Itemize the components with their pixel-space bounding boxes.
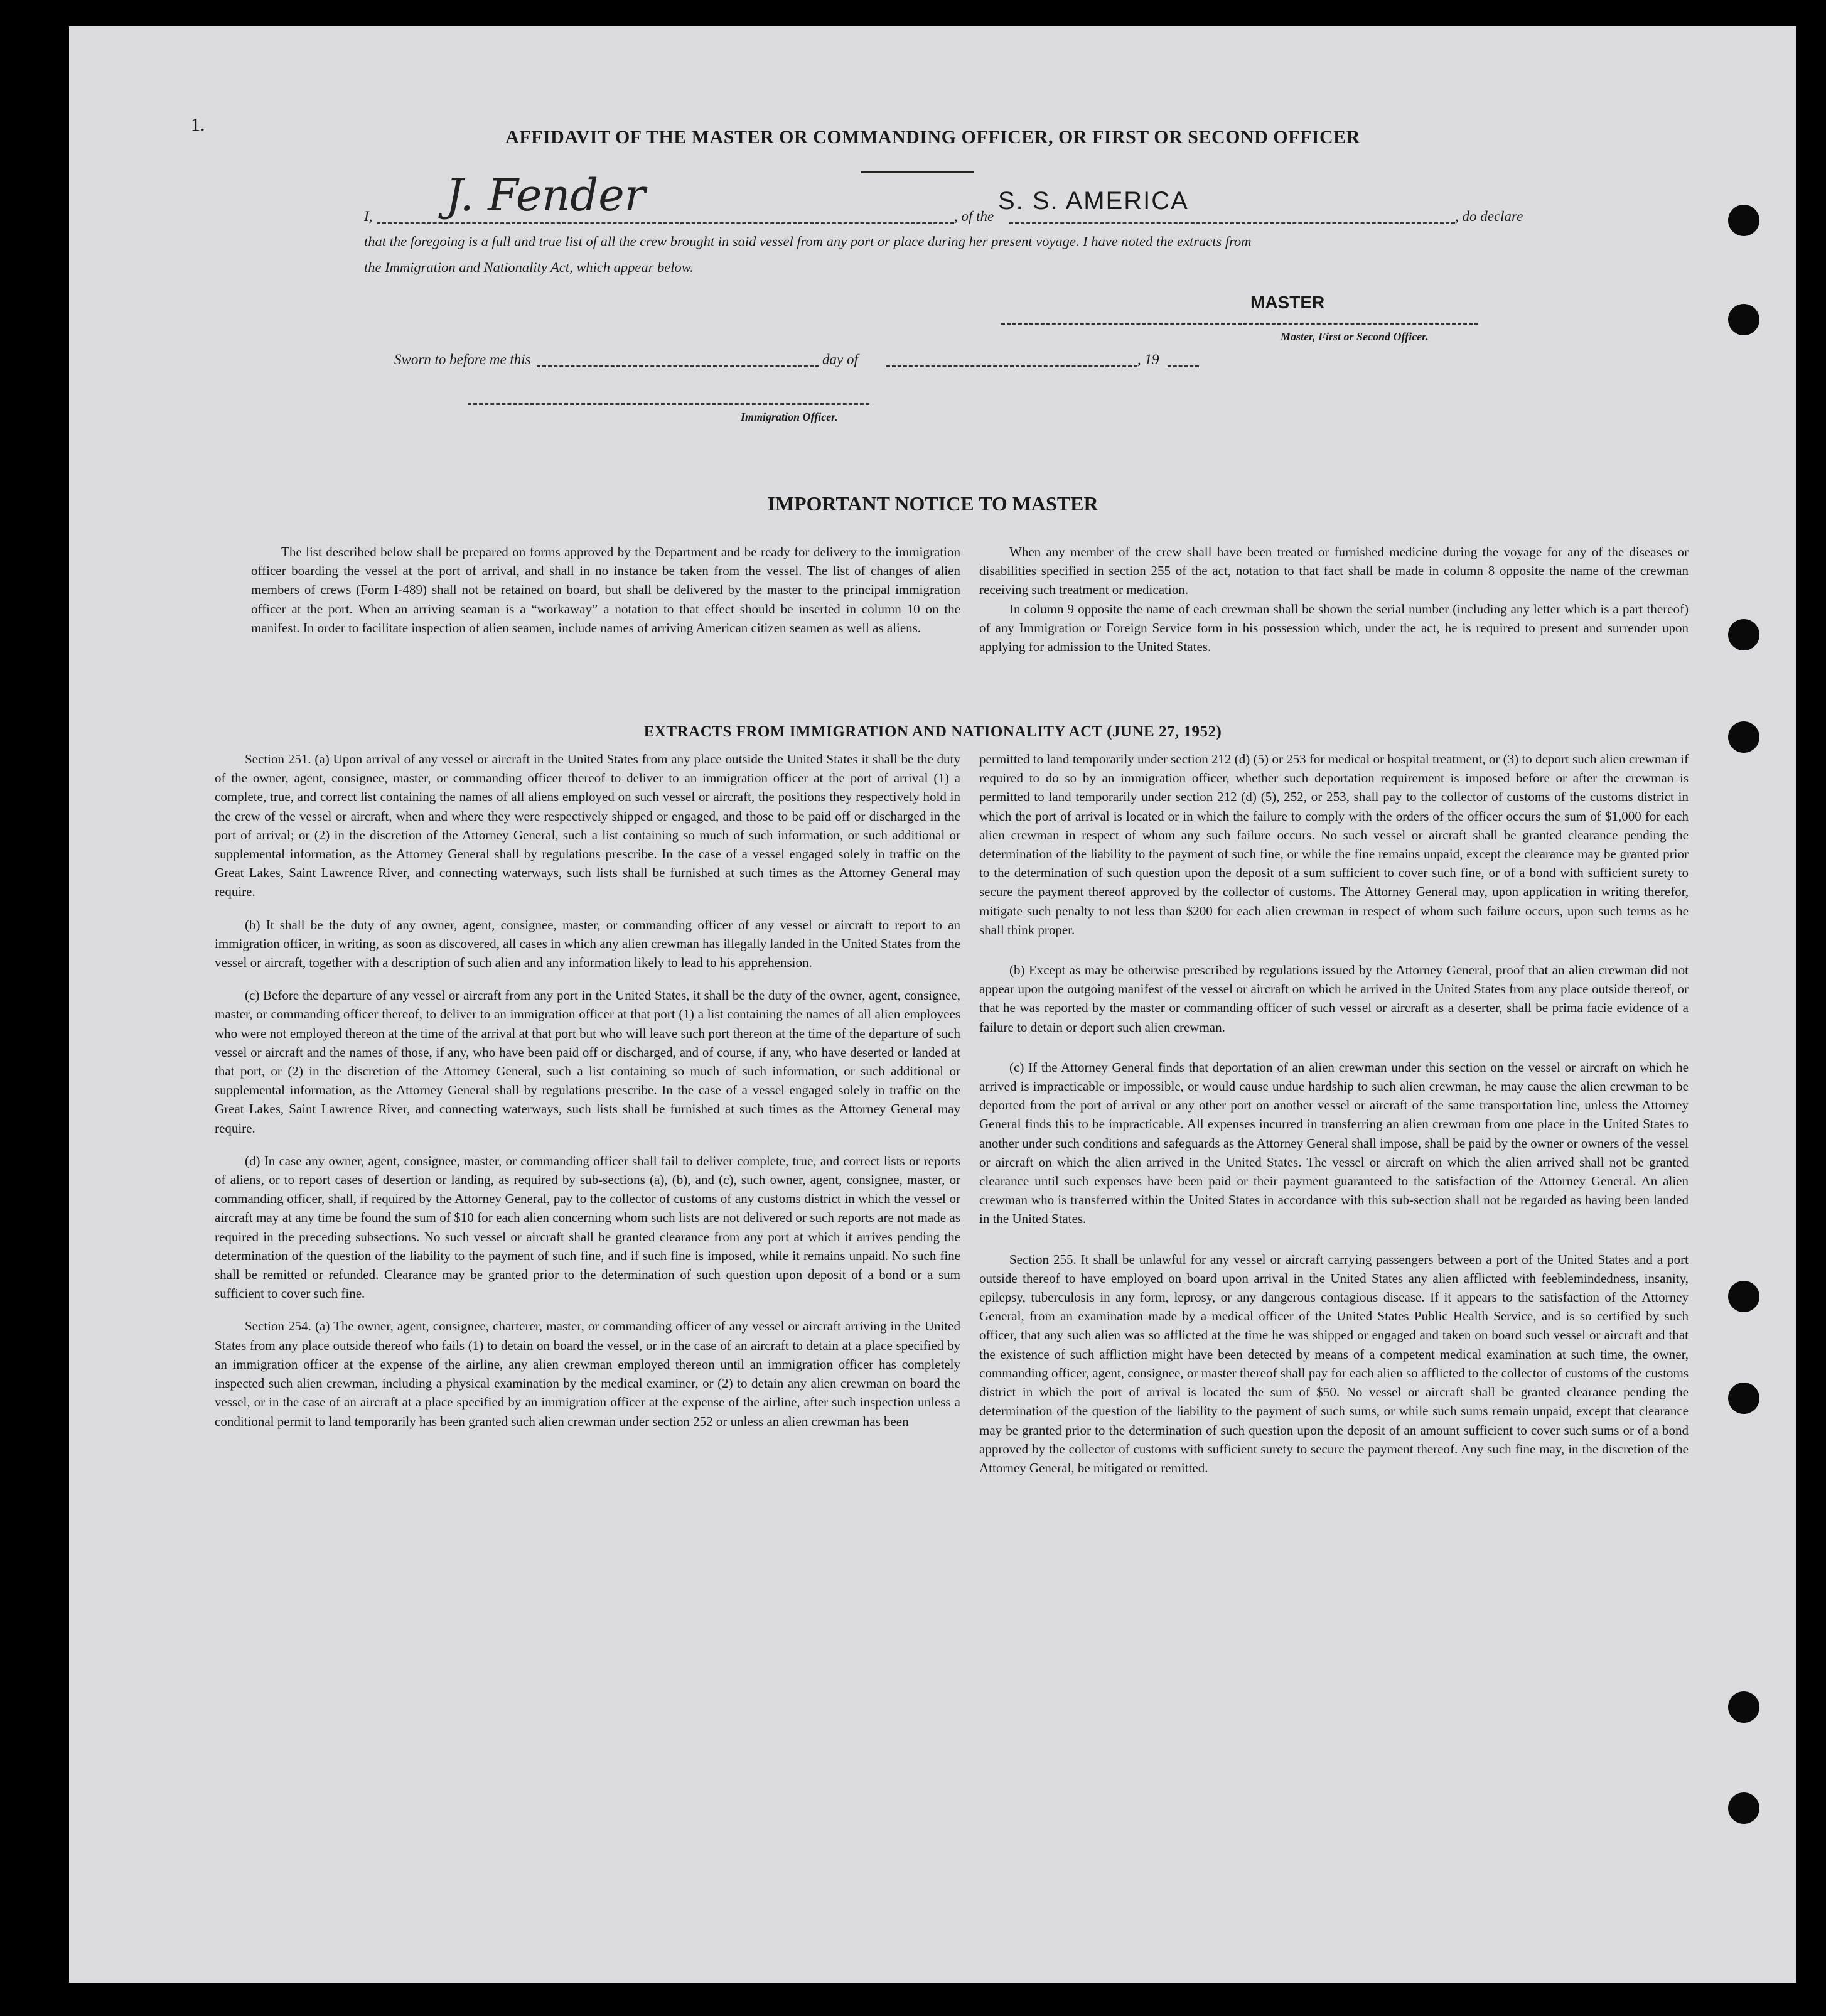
vessel-line bbox=[1009, 222, 1455, 224]
extract-paragraph: (c) Before the departure of any vessel or aircraft from any port in the United States, it shall be the duty of the owner, agent, consignee, master, or commanding officer thereof, to deliver to an immigration officer at that port (1) a list containing the names of all alien employees who were not employed thereon at the time of the arrival at that port but who will leave such port thereon at the time of the departure of such vessel or aircraft and the names of those, if any, who have been paid off or discharged, and of course, if any, who have deserted or landed at that port, or (2) in the discretion of the Attorney General, such a list containing so much of such information, or such additional or supplemental information, as the Attorney General shall by regulations prescribe. In the case of a vessel engaged solely in traffic on the Great Lakes, Saint Lawrence River, and connecting waterways, such lists shall be furnished at such times as the Attorney General may require. bbox=[215, 988, 960, 1136]
notice-right-column bbox=[979, 542, 1689, 670]
sworn-month-line bbox=[886, 365, 1137, 367]
master-signature: J. Fender bbox=[446, 170, 646, 221]
extract-paragraph: permitted to land temporarily under section 212 (d) (5) or 253 for medical or hospital treatment, or (3) to deport such alien crewman if required to do so by an immigration officer, whether such deportation requirement is imposed before or after the crewman is permitted to land temporarily under section 212 (d) (5), 252, or 253, shall pay to the collector of customs of the customs district in which the port of arrival is located or in which the failure to comply with the orders of the officer occurs the sum of $1,000 for each alien crewman in respect of whom any such failure occurs. No such vessel or aircraft shall be granted clearance pending the determination of the liability to the payment of such fine, or while the fine remains unpaid, except the clearance may be granted prior to the determination of such question upon the deposit of a sum sufficient to cover such fine, or of a bond with sufficient surety to secure the payment thereof approved by the collector of customs. The Attorney General may, upon application in writing therefor, mitigate such penalty to not less than $200 for each alien crewman in respect of whom such failure occurs, upon such terms as he shall think proper. bbox=[979, 752, 1689, 937]
extract-paragraph: (b) It shall be the duty of any owner, agent, consignee, master, or commanding officer of any vessel or aircraft to report to an immigration officer, in writing, as soon as discovered, all cases in which any alien crewman has illegally landed in the United States from the vessel or aircraft, together with a description of such alien and any information likely to lead to his apprehension. bbox=[215, 917, 960, 971]
punch-hole bbox=[1728, 619, 1759, 650]
document-page bbox=[69, 26, 1796, 1983]
master-typed: MASTER bbox=[1250, 293, 1325, 312]
extracts-right-column bbox=[979, 750, 1689, 1491]
extract-paragraph: (b) Except as may be otherwise prescribed by regulations issued by the Attorney General, proof that an alien crewman did not appear upon the outgoing manifest of the vessel or aircraft on which he arrived in the United States from any place outside thereof, or that he was reported by the master or commanding officer of such vessel or aircraft as a deserter, shall be prima facie evidence of a failure to detain or deport such alien crewman. bbox=[979, 962, 1689, 1035]
extract-paragraph: Section 251. (a) Upon arrival of any vessel or aircraft in the United States from any place outside the United States it shall be the duty of the owner, agent, consignee, master, or commanding officer thereof to deliver to an immigration officer at the port of arrival (1) a complete, true, and correct list containing the names of all aliens employed on such vessel or aircraft, the positions they respectively hold in the crew of the vessel or aircraft, when and where they were respectively shipped or engaged, and those to be paid off or discharged in the port of arrival; or (2) in the discretion of the Attorney General, such a list containing so much of such information, or such additional or supplemental information, as the Attorney General shall by regulations prescribe. In the case of a vessel engaged solely in traffic on the Great Lakes, Saint Lawrence River, and connecting waterways, such lists shall be furnished at such times as the Attorney General may require. bbox=[215, 752, 960, 900]
extract-paragraph: (d) In case any owner, agent, consignee, master, or commanding officer shall fail to deliver complete, true, and correct lists or reports of aliens, or to report cases of desertion or landing, as required by sub-sections (a), (b), and (c), such owner, agent, consignee, master, or commanding officer, shall, if required by the Attorney General, pay to the collector of customs of any customs district in which the vessel or aircraft may at any time be found the sum of $10 for each alien concerning whom such lists are not delivered or such reports are not made as required in the preceding subsections. No such vessel or aircraft shall be granted clearance from any port at which it arrives pending the determination of the question of the liability to the payment of such fine, and if such fine is imposed, while it remains unpaid. No such fine shall be remitted or refunded. Clearance may be granted prior to the determination of such question upon deposit of a bond or a sum sufficient to cover such fine. bbox=[215, 1153, 960, 1302]
punch-hole bbox=[1728, 1383, 1759, 1414]
declaration-line-1: that the foregoing is a full and true list of all the crew brought in said vessel from any port or place during her present voyage. I have noted the extracts from bbox=[364, 234, 1252, 249]
punch-hole bbox=[1728, 1691, 1759, 1723]
master-line bbox=[1001, 323, 1478, 325]
officer-line bbox=[468, 403, 869, 405]
i-label: I, bbox=[364, 208, 373, 224]
signature-line bbox=[377, 222, 954, 224]
title-rule bbox=[861, 171, 974, 173]
day-of-label: day of bbox=[822, 352, 858, 367]
punch-hole bbox=[1728, 304, 1759, 335]
sworn-day-line bbox=[537, 365, 819, 367]
notice-left-paragraph: The list described below shall be prepared on forms approved by the Department and be ready for delivery to the immigration officer boarding the vessel at the port of arrival, and shall in no instance be taken from the vessel. The list of changes of alien members of crews (Form I-489) shall not be retained on board, but shall be delivered by the master to the principal immigration officer at the port. When an arriving seaman is a “workaway” a notation to that effect should be inserted in column 10 on the manifest. In order to facilitate inspection of alien seamen, include names of arriving American citizen seamen as well as aliens. bbox=[251, 544, 960, 635]
page-number: 1. bbox=[191, 114, 205, 135]
punch-hole bbox=[1728, 1792, 1759, 1824]
punch-hole bbox=[1728, 1281, 1759, 1312]
notice-right-paragraph-2: In column 9 opposite the name of each crewman shall be shown the serial number (including any letter which is a part thereof) of any Immigration or Foreign Service form in his possession which, under the act, he is required to present and surrender upon applying for admission to the United States. bbox=[979, 601, 1689, 655]
do-declare-label: , do declare bbox=[1455, 208, 1523, 224]
sworn-year-line bbox=[1168, 365, 1199, 367]
extracts-left-column bbox=[215, 750, 960, 1445]
affidavit-title: AFFIDAVIT OF THE MASTER OR COMMANDING OFFICER, OR FIRST OR SECOND OFFICER bbox=[505, 127, 1360, 148]
notice-right-paragraph-1: When any member of the crew shall have been treated or furnished medicine during the voyage for any of the diseases or disabilities specified in section 255 of the act, notation to that fact shall be made in column 8 opposite the name of the crewman receiving such treatment or medication. bbox=[979, 544, 1689, 598]
vessel-name: S. S. AMERICA bbox=[998, 187, 1189, 215]
extract-paragraph: Section 255. It shall be unlawful for any vessel or aircraft carrying passengers between a port of the United States and a port outside thereof to have employed on board upon arrival in the United States any alien afflicted with feeblemindedness, insanity, epilepsy, tuberculosis in any form, leprosy, or any dangerous contagious disease. If it appears to the satisfaction of the Attorney General, from an examination made by a medical officer of the United States Public Health Service, and is so certified by such officer, that any such alien was so afflicted at the time he was shipped or engaged and taken on board such vessel or aircraft and that the existence of such affliction might have been detected by means of a competent medical examination at such time, the owner, commanding officer, agent, consignee, or master thereof shall pay for each alien so afflicted to the collector of customs of the customs district in which the port of arrival is located the sum of $50. No vessel or aircraft shall be granted clearance pending the determination of the question of the liability to the payment of such sums, or while such sums remain unpaid, except that clearance may be granted prior to the determination of such question upon the deposit of an amount sufficient to cover such sums or of a bond approved by the collector of customs with sufficient surety to secure the payment thereof. Any such fine may, in the discretion of the Attorney General, be mitigated or remitted. bbox=[979, 1251, 1689, 1475]
officer-caption: Immigration Officer. bbox=[741, 411, 838, 423]
extract-paragraph: (c) If the Attorney General finds that deportation of an alien crewman under this section on the vessel or aircraft on which he arrived is impracticable or impossible, or would cause undue hardship to such alien crewman, he may cause the alien crewman to be deported from the port of arrival or any other port on another vessel or aircraft of the same transportation line, unless the Attorney General finds this to be impracticable. All expenses incurred in transferring an alien crewman from one place in the United States to another under such conditions and safeguards as the Attorney General shall impose, shall be paid by the owner or owners of the vessel or aircraft on which the alien arrived in the United States. The vessel or aircraft on which the alien arrived shall not be granted clearance until such expenses have been paid or their payment guaranteed to the satisfaction of the Attorney General. An alien crewman who is transferred within the United States in accordance with this sub-section shall not be regarded as having been landed in the United States. bbox=[979, 1059, 1689, 1227]
sworn-label: Sworn to before me this bbox=[394, 352, 531, 367]
punch-hole bbox=[1728, 205, 1759, 236]
extracts-title: EXTRACTS FROM IMMIGRATION AND NATIONALITY ACT (JUNE 27, 1952) bbox=[643, 723, 1222, 740]
of-the-label: , of the bbox=[954, 208, 994, 224]
extract-paragraph: Section 254. (a) The owner, agent, consignee, charterer, master, or commanding officer of any vessel or aircraft arriving in the United States from any place outside thereof who fails (1) to detain on board the vessel, or in the case of an aircraft to detain at a place specified by an immigration officer at the expense of the airline, any alien crewman employed thereon until an immigration officer has completely inspected such alien crewman, including a physical examination by the medical examiner, or (2) to detain any alien crewman on board the vessel, or in the case of an aircraft at a place specified by an immigration officer at the expense of the airline, after such inspection unless a conditional permit to land temporarily has been granted such alien crewman under section 252 or unless an alien crewman has been bbox=[215, 1318, 960, 1429]
declaration-line-2: the Immigration and Nationality Act, which appear below. bbox=[364, 259, 694, 275]
year-label: , 19 bbox=[1137, 352, 1159, 367]
notice-title: IMPORTANT NOTICE TO MASTER bbox=[767, 492, 1098, 515]
master-caption: Master, First or Second Officer. bbox=[1281, 330, 1429, 343]
notice-left-column bbox=[251, 542, 960, 651]
